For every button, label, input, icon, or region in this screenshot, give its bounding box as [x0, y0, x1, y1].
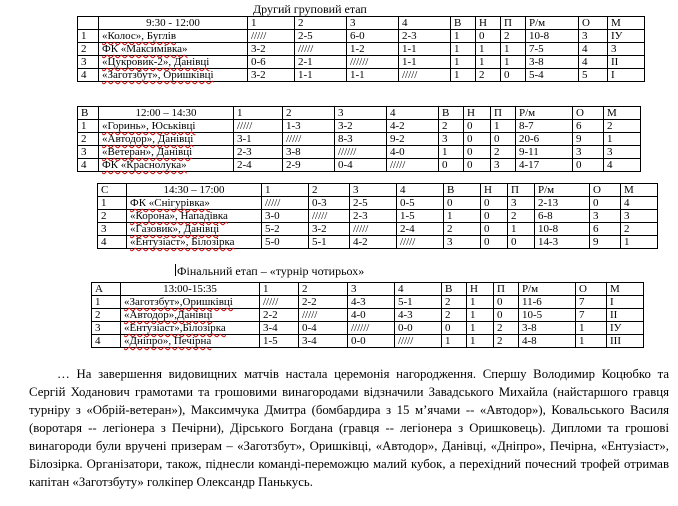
- table-cell: 4: [78, 159, 99, 172]
- table-cell: 10-5: [519, 309, 576, 322]
- table-cell: 3: [78, 56, 99, 69]
- table-cell: 1: [476, 56, 501, 69]
- table-cell: 1: [98, 197, 127, 210]
- group-stage-title: Другий груповий етап: [253, 2, 367, 16]
- table-cell: 3: [621, 210, 658, 223]
- header-cell: 2: [309, 184, 350, 197]
- table-cell: 4: [78, 69, 99, 82]
- header-cell: 3: [335, 107, 387, 120]
- header-cell: Н: [476, 17, 501, 30]
- table-cell: //////: [335, 146, 387, 159]
- header-cell: Н: [467, 283, 494, 296]
- header-cell: 3: [348, 283, 395, 296]
- table-cell: 3: [439, 133, 464, 146]
- header-cell: 3: [350, 184, 397, 197]
- table-cell: 4-0: [348, 309, 395, 322]
- header-cell: С: [98, 184, 127, 197]
- header-cell: В: [451, 17, 476, 30]
- table-cell: 4-0: [387, 146, 439, 159]
- group-a-table: [77, 16, 645, 82]
- table-cell: 3: [491, 159, 516, 172]
- table-cell: 1: [467, 335, 494, 348]
- table-cell: 2-3: [350, 210, 397, 223]
- header-cell: М: [621, 184, 658, 197]
- table-cell: 1: [576, 335, 607, 348]
- table-cell: ІІІ: [607, 335, 644, 348]
- table-cell: 10-8: [526, 30, 579, 43]
- header-cell: О: [573, 107, 604, 120]
- header-cell: В: [442, 283, 467, 296]
- table-cell: 2: [621, 223, 658, 236]
- table-cell: 1: [508, 223, 535, 236]
- table-cell: 6-0: [347, 30, 399, 43]
- table-cell: 0: [464, 133, 491, 146]
- header-cell: 12:00 – 14:30: [99, 107, 234, 120]
- team-name: «Корона», Нападівка: [130, 210, 228, 222]
- table-cell: 2: [494, 335, 519, 348]
- table-cell: 5-0: [262, 236, 309, 249]
- header-cell: П: [491, 107, 516, 120]
- table-cell: 0-4: [335, 159, 387, 172]
- table-row: [92, 322, 644, 335]
- table-cell: /////: [260, 296, 299, 309]
- team-name: ФК «Максимівка»: [102, 43, 188, 55]
- table-cell: 6: [590, 223, 621, 236]
- table-cell: 3-8: [519, 322, 576, 335]
- table-cell: 0: [481, 197, 508, 210]
- table-cell: 0: [508, 236, 535, 249]
- table-cell: /////: [248, 30, 295, 43]
- table-cell: 3: [444, 236, 481, 249]
- table-cell: 3-1: [234, 133, 283, 146]
- table-cell: 3: [92, 322, 121, 335]
- header-cell: Н: [464, 107, 491, 120]
- table-cell: 6-8: [535, 210, 590, 223]
- table-cell: /////: [234, 120, 283, 133]
- table-cell: 1: [467, 322, 494, 335]
- table-cell: 0: [501, 69, 526, 82]
- table-cell: 3-8: [283, 146, 335, 159]
- table-cell: IУ: [608, 30, 645, 43]
- table-cell: 5-2: [262, 223, 309, 236]
- table-cell: 2: [442, 296, 467, 309]
- table-cell: 5-1: [395, 296, 442, 309]
- table-cell: /////: [309, 210, 350, 223]
- table-cell: 3: [604, 146, 641, 159]
- table-cell: 1-1: [399, 43, 451, 56]
- table-cell: 2: [476, 69, 501, 82]
- table-cell: 2-5: [295, 30, 347, 43]
- table-cell: 0-4: [299, 322, 348, 335]
- table-row: [98, 236, 658, 249]
- table-cell: 0: [481, 210, 508, 223]
- header-cell: 9:30 - 12:00: [99, 17, 248, 30]
- table-cell: 1: [501, 56, 526, 69]
- table-cell: 1-1: [295, 69, 347, 82]
- table-cell: 0-3: [309, 197, 350, 210]
- table-cell: 2: [439, 120, 464, 133]
- header-cell: О: [579, 17, 608, 30]
- header-cell: О: [576, 283, 607, 296]
- table-cell: /////: [299, 309, 348, 322]
- table-cell: 0: [464, 146, 491, 159]
- table-cell: 2-2: [299, 296, 348, 309]
- table-row: [78, 159, 641, 172]
- header-cell: 1: [262, 184, 309, 197]
- table-cell: 1: [451, 56, 476, 69]
- table-cell: ІУ: [607, 322, 644, 335]
- header-cell: 2: [295, 17, 347, 30]
- table-row: [78, 43, 645, 56]
- table-cell: 1: [467, 309, 494, 322]
- table-cell: /////: [350, 223, 397, 236]
- table-row: [98, 197, 658, 210]
- table-cell: 0: [590, 197, 621, 210]
- table-cell: 4-2: [350, 236, 397, 249]
- table-row: [92, 296, 644, 309]
- team-cell: [99, 56, 248, 69]
- table-cell: 3-4: [260, 322, 299, 335]
- table-cell: 2: [92, 309, 121, 322]
- table-cell: 0: [476, 30, 501, 43]
- header-cell: П: [501, 17, 526, 30]
- team-name: ФК «Краснолука»: [102, 159, 187, 171]
- table-row: [78, 120, 641, 133]
- table-header-row: [92, 283, 644, 296]
- table-row: [98, 223, 658, 236]
- team-cell: [121, 296, 260, 309]
- table-cell: 10-8: [535, 223, 590, 236]
- table-cell: /////: [395, 335, 442, 348]
- table-cell: 4-3: [395, 309, 442, 322]
- header-cell: 1: [260, 283, 299, 296]
- header-cell: 2: [283, 107, 335, 120]
- final-stage-title: [175, 264, 364, 279]
- header-cell: А: [92, 283, 121, 296]
- table-cell: 3-2: [248, 43, 295, 56]
- table-cell: 4: [621, 197, 658, 210]
- table-cell: 1-2: [347, 43, 399, 56]
- table-cell: 3-2: [335, 120, 387, 133]
- table-cell: /////: [295, 43, 347, 56]
- team-cell: [127, 210, 262, 223]
- table-cell: 1: [451, 30, 476, 43]
- header-cell: 13:00-15:35: [121, 283, 260, 296]
- table-cell: /////: [397, 236, 444, 249]
- table-cell: 0: [464, 120, 491, 133]
- table-cell: 2: [494, 322, 519, 335]
- team-cell: [121, 335, 260, 348]
- table-cell: 4-17: [516, 159, 573, 172]
- table-header-row: [98, 184, 658, 197]
- team-name: «Заготзбут»,Оришківці: [124, 296, 233, 308]
- table-header-row: [78, 17, 645, 30]
- table-cell: 2: [444, 223, 481, 236]
- final-stage-title-text: Фінальний етап – «турнір чотирьох»: [177, 264, 365, 278]
- table-cell: 2-5: [350, 197, 397, 210]
- table-cell: 9: [590, 236, 621, 249]
- table-cell: 2-2: [260, 309, 299, 322]
- table-cell: 2-9: [283, 159, 335, 172]
- team-name: «Цукровик-2», Данівці: [102, 56, 210, 68]
- table-cell: 2: [604, 120, 641, 133]
- table-cell: 4: [604, 159, 641, 172]
- table-cell: 1: [439, 146, 464, 159]
- table-cell: 8-3: [335, 133, 387, 146]
- table-cell: 20-6: [516, 133, 573, 146]
- table-cell: 3: [98, 223, 127, 236]
- table-cell: 2: [442, 309, 467, 322]
- team-name: «Дніпро», Печірна: [124, 335, 212, 347]
- team-cell: [99, 133, 234, 146]
- table-cell: 3: [573, 146, 604, 159]
- table-cell: 0-0: [395, 322, 442, 335]
- team-name: «Колос», Буглів: [102, 30, 177, 42]
- table-cell: 0-5: [397, 197, 444, 210]
- table-row: [98, 210, 658, 223]
- team-cell: [121, 309, 260, 322]
- table-cell: 5-1: [309, 236, 350, 249]
- team-cell: [99, 159, 234, 172]
- table-cell: 2: [491, 146, 516, 159]
- team-cell: [121, 322, 260, 335]
- table-cell: 1: [491, 120, 516, 133]
- table-row: [78, 30, 645, 43]
- header-cell: О: [590, 184, 621, 197]
- header-cell: Р/м: [535, 184, 590, 197]
- team-name: ФК «Снігурівка»: [130, 197, 210, 209]
- table-cell: 11-6: [519, 296, 576, 309]
- table-cell: 9-11: [516, 146, 573, 159]
- team-cell: [127, 197, 262, 210]
- table-cell: 1-5: [397, 210, 444, 223]
- table-cell: 3: [590, 210, 621, 223]
- table-cell: 1-3: [283, 120, 335, 133]
- header-cell: В: [78, 107, 99, 120]
- table-cell: ІІ: [607, 309, 644, 322]
- table-cell: 5-4: [526, 69, 579, 82]
- table-cell: 3-0: [262, 210, 309, 223]
- table-cell: 2-3: [399, 30, 451, 43]
- table-cell: 1-5: [260, 335, 299, 348]
- table-cell: 7: [576, 296, 607, 309]
- header-cell: П: [508, 184, 535, 197]
- table-cell: 3: [508, 197, 535, 210]
- table-cell: 1: [604, 133, 641, 146]
- team-name: «Автодор», Данівці: [102, 133, 194, 145]
- table-cell: 2-4: [397, 223, 444, 236]
- team-cell: [127, 236, 262, 249]
- table-cell: //////: [347, 56, 399, 69]
- header-cell: 14:30 – 17:00: [127, 184, 262, 197]
- table-cell: 3: [579, 30, 608, 43]
- header-cell: В: [439, 107, 464, 120]
- header-cell: М: [607, 283, 644, 296]
- table-cell: /////: [387, 159, 439, 172]
- table-row: [78, 69, 645, 82]
- table-cell: 0-6: [248, 56, 295, 69]
- table-cell: 2-3: [234, 146, 283, 159]
- table-row: [78, 56, 645, 69]
- header-cell: П: [494, 283, 519, 296]
- group-c-table: [97, 183, 658, 249]
- table-cell: 1: [467, 296, 494, 309]
- table-cell: 1: [476, 43, 501, 56]
- table-cell: 3: [608, 43, 645, 56]
- table-cell: 14-3: [535, 236, 590, 249]
- table-cell: 2: [78, 133, 99, 146]
- table-cell: 1: [501, 43, 526, 56]
- table-cell: /////: [399, 69, 451, 82]
- table-cell: 0: [442, 322, 467, 335]
- header-cell: 3: [347, 17, 399, 30]
- table-cell: 0: [494, 296, 519, 309]
- table-cell: 4: [579, 56, 608, 69]
- header-cell: 1: [248, 17, 295, 30]
- table-cell: 1: [442, 335, 467, 348]
- table-cell: 0: [494, 309, 519, 322]
- team-name: «Ентузіаст»,Білозірка: [124, 322, 226, 334]
- table-cell: 2-1: [295, 56, 347, 69]
- table-cell: ІІ: [608, 56, 645, 69]
- table-cell: 1: [576, 322, 607, 335]
- table-cell: 1: [621, 236, 658, 249]
- table-cell: 2-4: [234, 159, 283, 172]
- header-cell: [78, 17, 99, 30]
- team-cell: [127, 223, 262, 236]
- table-cell: 1: [451, 69, 476, 82]
- header-cell: Н: [481, 184, 508, 197]
- table-cell: 0: [444, 197, 481, 210]
- team-name: «Ветеран», Данівці: [102, 146, 193, 158]
- final-stage-table: [91, 282, 644, 348]
- group-b-table: [77, 106, 641, 172]
- table-cell: 0: [491, 133, 516, 146]
- table-row: [78, 133, 641, 146]
- team-cell: [99, 146, 234, 159]
- header-cell: 4: [395, 283, 442, 296]
- team-cell: [99, 43, 248, 56]
- team-name: «Автодор»,Данівці: [124, 309, 213, 321]
- table-cell: 3-8: [526, 56, 579, 69]
- table-row: [78, 146, 641, 159]
- header-cell: В: [444, 184, 481, 197]
- table-cell: 3: [78, 146, 99, 159]
- header-cell: Р/м: [516, 107, 573, 120]
- table-cell: 0-0: [348, 335, 395, 348]
- table-cell: 7: [576, 309, 607, 322]
- table-cell: 0: [439, 159, 464, 172]
- table-cell: 4: [98, 236, 127, 249]
- table-cell: 0: [481, 236, 508, 249]
- table-cell: 1: [451, 43, 476, 56]
- table-cell: 4-3: [348, 296, 395, 309]
- award-paragraph: … На завершення видовищних матчів настала церемонія нагородження. Спершу Володимир Коцюбко та Сергій Ходанович грамотами та грошовими винагородами відзначили Завадського Михайла (найстаршого гравця турніру з «Обрій-ветеран»), Максимчука Дмитра (бомбардира з 15 м’ячами -- «Автодор»), Ковальського Василя (воротаря -- легіонера з Печірни), Дірського Богдана (гравця -- легіонера з Оришковець). Дипломи та грошові винагороди були вручені призерам – «Заготзбут», Оришківці, «Автодор», Данівці, «Дніпро», Печірна, «Ентузіаст», Білозірка. Організатори, також, піднесли команді-переможцю малий кубок, а перехідний почесний трофей отримав капітан «Заготзбуту» голкіпер Олександр Панькусь.: [29, 367, 669, 489]
- table-cell: І: [608, 69, 645, 82]
- text-cursor: [175, 264, 176, 276]
- table-cell: 2: [78, 43, 99, 56]
- table-cell: 2: [508, 210, 535, 223]
- header-cell: М: [604, 107, 641, 120]
- table-cell: 3-4: [299, 335, 348, 348]
- table-cell: 4: [92, 335, 121, 348]
- table-cell: І: [607, 296, 644, 309]
- table-cell: 3-2: [248, 69, 295, 82]
- table-cell: 1-1: [399, 56, 451, 69]
- header-cell: 4: [399, 17, 451, 30]
- header-cell: 4: [397, 184, 444, 197]
- table-cell: /////: [262, 197, 309, 210]
- team-name: «Газовик», Данівці: [130, 223, 220, 235]
- table-cell: 8-7: [516, 120, 573, 133]
- table-cell: 7-5: [526, 43, 579, 56]
- table-cell: 2: [501, 30, 526, 43]
- table-cell: 4-2: [387, 120, 439, 133]
- table-cell: 2-13: [535, 197, 590, 210]
- table-cell: 0: [464, 159, 491, 172]
- team-cell: [99, 30, 248, 43]
- header-cell: Р/м: [526, 17, 579, 30]
- table-cell: 1: [92, 296, 121, 309]
- team-name: «Ентузіаст», Білозірка: [130, 236, 235, 248]
- team-cell: [99, 120, 234, 133]
- team-name: «Заготзбут», Оришківці: [102, 69, 214, 81]
- table-cell: //////: [348, 322, 395, 335]
- team-cell: [99, 69, 248, 82]
- table-cell: 0: [481, 223, 508, 236]
- header-cell: 1: [234, 107, 283, 120]
- table-cell: 1: [78, 30, 99, 43]
- header-cell: Р/м: [519, 283, 576, 296]
- table-row: [92, 309, 644, 322]
- table-cell: 2: [98, 210, 127, 223]
- table-cell: 9-2: [387, 133, 439, 146]
- table-cell: 3-2: [309, 223, 350, 236]
- table-cell: 1-1: [347, 69, 399, 82]
- table-cell: 0: [573, 159, 604, 172]
- table-cell: 4: [579, 43, 608, 56]
- table-header-row: [78, 107, 641, 120]
- table-cell: 4-8: [519, 335, 576, 348]
- table-cell: 5: [579, 69, 608, 82]
- table-cell: 1: [78, 120, 99, 133]
- team-name: «Горинь», Юськівці: [102, 120, 196, 132]
- table-cell: 6: [573, 120, 604, 133]
- header-cell: М: [608, 17, 645, 30]
- table-cell: 1: [444, 210, 481, 223]
- table-cell: 9: [573, 133, 604, 146]
- header-cell: 2: [299, 283, 348, 296]
- header-cell: 4: [387, 107, 439, 120]
- table-cell: /////: [283, 133, 335, 146]
- table-row: [92, 335, 644, 348]
